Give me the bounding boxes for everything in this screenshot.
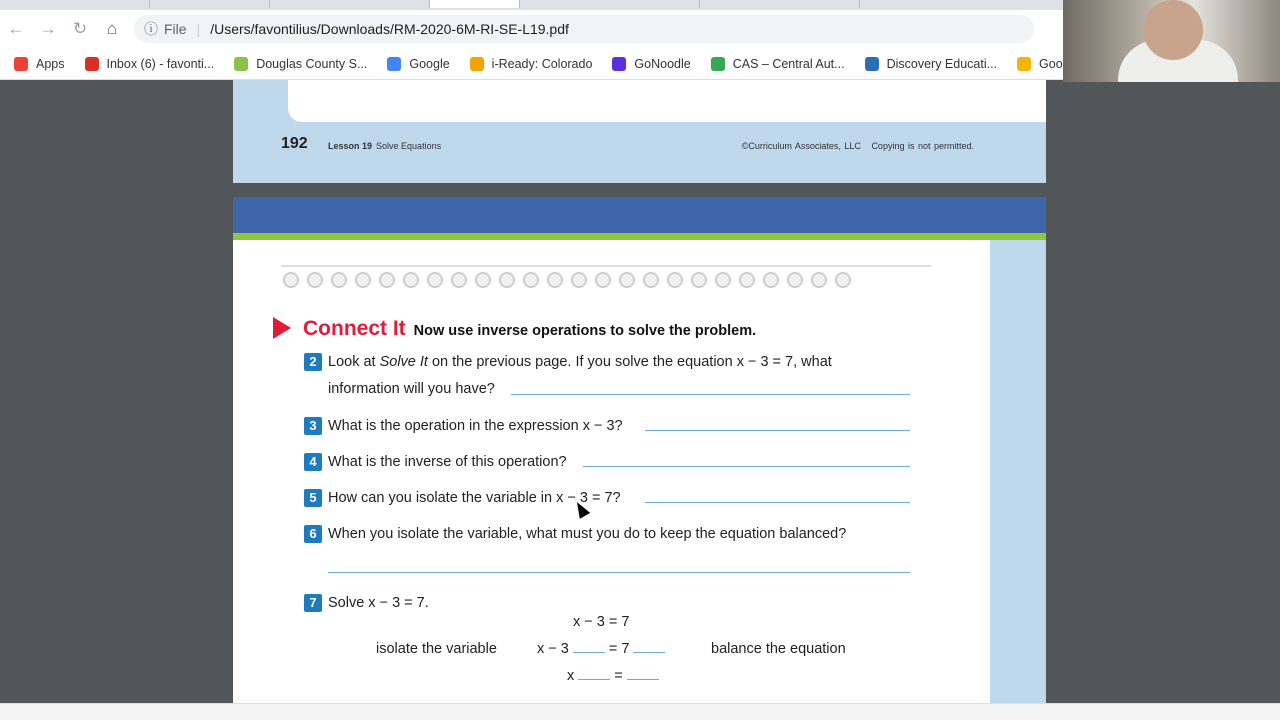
question-2: 2 Look at Solve It on the previous page. If you solve the equation x − 3 = 7, what	[304, 353, 832, 371]
bookmark-icon	[85, 57, 99, 71]
bookmark-item[interactable]	[470, 57, 593, 71]
home-icon[interactable]: ⌂	[106, 19, 118, 38]
bookmark-label: Douglas County S...	[256, 56, 368, 71]
bookmark-icon	[1017, 57, 1031, 71]
isolate-label: isolate the variable	[376, 641, 497, 657]
question-6: 6 When you isolate the variable, what must you do to keep the equation balanced?	[304, 525, 846, 543]
question-5: 5 How can you isolate the variable in x − 3 = 7?	[304, 489, 621, 507]
url-input[interactable]	[134, 15, 1034, 43]
bookmark-label: Goo	[1039, 56, 1063, 71]
bookmark-icon	[865, 57, 879, 71]
connect-it-heading: Connect It Now use inverse operations to solve the problem.	[273, 313, 756, 341]
url-text: /Users/favontilius/Downloads/RM-2020-6M-RI-SE-L19.pdf	[210, 21, 569, 37]
bookmark-label: i-Ready: Colorado	[491, 56, 593, 71]
bookmark-icon	[234, 57, 248, 71]
info-icon[interactable]: ⓘ	[144, 21, 158, 37]
bookmark-item[interactable]	[234, 57, 367, 71]
flag-icon	[273, 317, 291, 339]
bookmark-item[interactable]	[14, 57, 65, 71]
answer-line-3[interactable]	[645, 430, 910, 431]
webcam-overlay	[1063, 0, 1280, 82]
bookmark-label: Apps	[36, 56, 65, 71]
bookmark-label: Google	[409, 56, 450, 71]
answer-line-4[interactable]	[583, 466, 910, 467]
bookmark-icon	[470, 57, 484, 71]
bookmark-item[interactable]	[711, 57, 845, 71]
bookmark-item[interactable]	[1017, 57, 1063, 71]
bookmark-label: Inbox (6) - favonti...	[106, 56, 215, 71]
blank[interactable]	[627, 679, 659, 680]
forward-icon[interactable]: →	[39, 19, 57, 38]
pdf-page-192	[233, 80, 1046, 183]
back-icon[interactable]: ←	[7, 19, 25, 38]
balance-label: balance the equation	[711, 641, 846, 657]
bookmark-item[interactable]	[387, 57, 449, 71]
bookmark-item[interactable]	[612, 57, 690, 71]
blank[interactable]	[578, 679, 610, 680]
bookmark-label: Discovery Educati...	[886, 56, 998, 71]
pdf-page-193	[233, 197, 1046, 707]
answer-line-5[interactable]	[645, 502, 910, 503]
reload-icon[interactable]: ↻	[72, 19, 88, 38]
question-4: 4 What is the inverse of this operation?	[304, 453, 567, 471]
bookmark-icon	[711, 57, 725, 71]
lesson-label: Lesson 19 Solve Equations	[328, 141, 442, 151]
equation-2: x − 3 = 7	[537, 641, 669, 657]
question-7: 7 Solve x − 3 = 7.	[304, 594, 429, 612]
bookmark-label: CAS – Central Aut...	[732, 56, 845, 71]
equation-1: x − 3 = 7	[573, 614, 630, 630]
answer-line-6[interactable]	[328, 572, 910, 573]
download-bar	[0, 703, 1280, 720]
answer-line-2[interactable]	[511, 394, 910, 395]
equation-3: x =	[567, 668, 663, 684]
blank[interactable]	[573, 652, 605, 653]
bookmark-icon	[387, 57, 401, 71]
page-number: 192	[281, 135, 308, 152]
question-3: 3 What is the operation in the expression x − 3?	[304, 417, 623, 435]
bookmark-icon	[14, 57, 28, 71]
notebook-rings	[281, 265, 931, 291]
bookmark-label: GoNoodle	[634, 56, 691, 71]
bookmark-item[interactable]	[85, 57, 215, 71]
question-2-cont: information will you have?	[328, 381, 495, 397]
file-label: File	[164, 21, 187, 37]
blank[interactable]	[633, 652, 665, 653]
bookmark-icon	[612, 57, 626, 71]
copyright: ©Curriculum Associates, LLC Copying is not permitted.	[741, 141, 974, 151]
divider: |	[196, 21, 201, 37]
bookmark-item[interactable]	[865, 57, 997, 71]
